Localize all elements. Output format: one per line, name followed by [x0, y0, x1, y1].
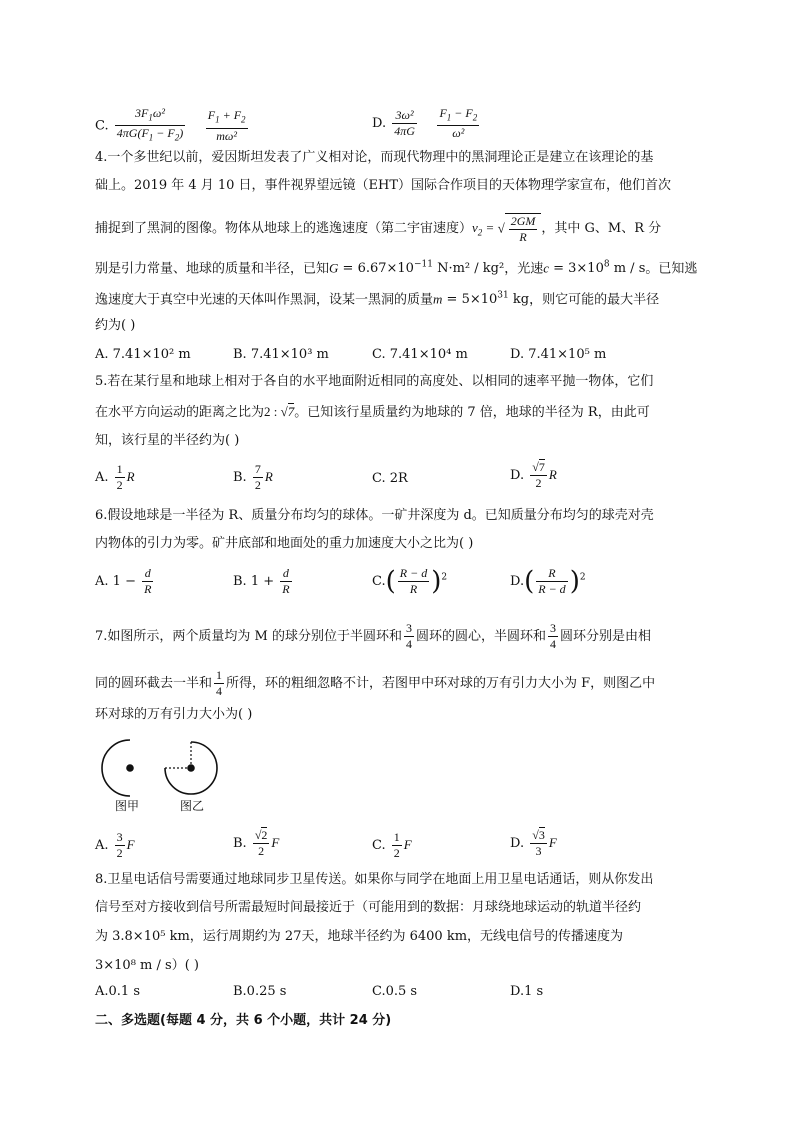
- q5-option-a: A. $\frac{1}{2}$ R: [95, 462, 135, 492]
- q5-line3: 知，该行星的半径约为( ): [95, 433, 240, 448]
- q4-line2: 础上。2019 年 4 月 10 日，事件视界望远镜（EHT）国际合作项目的天体物理学家宣布，他们首次: [95, 178, 672, 193]
- q7-option-a: A. $\frac{3}{2}$ F: [95, 830, 135, 860]
- q6-option-d: D.( $\frac{R}{R - d}$ )$^2$: [510, 566, 586, 597]
- q3-option-d-label: D.: [372, 116, 387, 132]
- q5-option-c: C. 2R: [372, 471, 408, 486]
- q4-line4-text-c: 。已知逃: [645, 261, 698, 277]
- figure-jia-caption: 图甲: [115, 799, 140, 813]
- q5-line2-text-b: 。已知该行星质量约为地球的 7 倍，地球的半径为 R，由此可: [294, 405, 650, 420]
- q3-option-d: [372, 106, 481, 141]
- q4-line4: 别是引力常量、地球的质量和半径，已知$G = 6.67\times 10^{-11}$ N·m² / kg²，光速$c = 3\times 10^8$ m / s。已知逃: [95, 260, 698, 277]
- q7-line1-text-a: 7.如图所示，两个质量均为 M 的球分别位于半圆环和: [95, 629, 402, 644]
- q6-line1: 6.假设地球是一半径为 R、质量分布均匀的球体。一矿井深度为 d。已知质量分布均匀的球壳对壳: [95, 508, 654, 523]
- q3-option-c: [95, 106, 250, 146]
- q5-line2: [95, 403, 650, 422]
- q5-line1: 5.若在某行星和地球上相对于各自的水平地面附近相同的高度处、以相同的速率平抛一物体，它们: [95, 374, 654, 389]
- q7-line3: 环对球的万有引力大小为( ): [95, 707, 253, 722]
- section-2-title: 二、多选题(每题 4 分，共 6 个小题，共计 24 分): [95, 1013, 392, 1028]
- q4-light-speed: c: [543, 260, 549, 276]
- q7-option-a-label: A.: [95, 838, 109, 853]
- q6-option-b-label: B.: [233, 574, 247, 589]
- q4-g-constant: G: [329, 260, 339, 276]
- q3-option-d-fraction2: $\frac{F_1 - F_2}{\text{ω²}}$: [439, 106, 478, 141]
- q4-line5: 逸速度大于真空中光速的天体叫作黑洞，设某一黑洞的质量$m = 5\times 10^{31}$ kg，则它可能的最大半径: [95, 291, 660, 308]
- q8-line2: 信号至对方接收到信号所需最短时间最接近于（可能用到的数据：月球绕地球运动的轨道半径约: [95, 900, 642, 915]
- q4-option-d: D. 7.41×10⁵ m: [510, 347, 607, 362]
- q7-option-d-label: D.: [510, 836, 525, 851]
- q8-option-d: D.1 s: [510, 984, 544, 999]
- q5-option-b: B. $\frac{7}{2}$ R: [233, 462, 273, 492]
- figure-yi-three-quarter-ring: [165, 742, 217, 794]
- q6-option-c: C.( $\frac{R - d}{R}$ )$^2$: [372, 566, 448, 597]
- q5-option-d-label: D.: [510, 468, 525, 483]
- q4-escape-velocity-formula: $v_2$ = √ $\frac{2GM}{R}$: [472, 220, 541, 235]
- q7-option-b-label: B.: [233, 836, 247, 851]
- q3-option-d-fraction1: $\frac{\text{3ω²}}{4\pi G}$: [394, 108, 415, 139]
- q4-line5-text-a: 逸速度大于真空中光速的天体叫作黑洞，设某一黑洞的质量: [95, 292, 434, 308]
- q6-option-a-label: A.: [95, 574, 109, 589]
- q5-line2-text-a: 在水平方向运动的距离之比为: [95, 405, 265, 420]
- q8-line4: 3×10⁸ m / s）( ): [95, 958, 199, 973]
- q6-line2: 内物体的引力为零。矿井底部和地面处的重力加速度大小之比为( ): [95, 536, 474, 551]
- q8-option-b: B.0.25 s: [233, 984, 287, 999]
- q6-option-b: B. 1 + $\frac{d}{R}$: [233, 566, 290, 596]
- q7-line1: 7.如图所示，两个质量均为 M 的球分别位于半圆环和 $\frac{3}{4}$ 圆环的圆心，半圆环和 $\frac{3}{4}$ 圆环分别是由相: [95, 621, 652, 651]
- q4-line3: [95, 213, 661, 245]
- figure-jia-half-ring: [102, 740, 134, 796]
- q4-line4-text-b: ，光速: [504, 261, 544, 277]
- q7-option-b: B. $\frac{√2}{2}$ F: [233, 828, 280, 858]
- q4-mass: m: [433, 291, 443, 307]
- q5-ratio: 2 : √7: [264, 404, 295, 419]
- q7-line2-text-a: 同的圆环截去一半和: [95, 676, 213, 691]
- q8-line1: 8.卫星电话信号需要通过地球同步卫星传送。如果你与同学在地面上用卫星电话通话，则从你发出: [95, 872, 654, 887]
- q3-option-c-fraction1: $\frac{3F_1\omega^2}{4\pi G(F_1 - F_2)}$: [116, 106, 184, 143]
- q5-option-d: D. $\frac{√7}{2}$ R: [510, 460, 557, 490]
- q4-line3-text-a: 捕捉到了黑洞的图像。物体从地球上的逃逸速度（第二宇宙速度）: [95, 220, 473, 236]
- q8-option-c: C.0.5 s: [372, 984, 418, 999]
- q6-option-d-label: D.: [510, 574, 525, 589]
- q4-line1: 4.一个多世纪以前，爱因斯坦发表了广义相对论，而现代物理中的黑洞理论正是建立在该理论的基: [95, 150, 654, 165]
- q7-line2-text-b: 所得，环的粗细忽略不计，若图甲中环对球的万有引力大小为 F，则图乙中: [226, 676, 656, 691]
- q6-option-a: A. 1 − $\frac{d}{R}$: [95, 566, 152, 596]
- q6-option-c-label: C.: [372, 574, 386, 589]
- q4-line3-text-b: ，其中 G、M、R 分: [541, 220, 662, 236]
- q8-line3: 为 3.8×10⁵ km，运行周期约为 27天，地球半径约为 6400 km，无线电信号的传播速度为: [95, 929, 624, 944]
- q5-option-a-label: A.: [95, 470, 109, 485]
- q7-line1-text-c: 圆环分别是由相: [560, 629, 652, 644]
- q5-option-b-label: B.: [233, 470, 247, 485]
- q7-option-d: D. $\frac{√3}{3}$ F: [510, 828, 557, 858]
- q3-option-c-fraction2: $\frac{F_1 + F_2}{\text{mω²}}$: [207, 108, 246, 143]
- q7-line1-text-b: 圆环的圆心，半圆环和: [415, 629, 546, 644]
- q3-option-c-label: C.: [95, 118, 109, 134]
- q4-option-c: C. 7.41×10⁴ m: [372, 347, 468, 362]
- q4-line4-text-a: 别是引力常量、地球的质量和半径，已知: [95, 261, 330, 277]
- q4-line6: 约为( ): [95, 318, 136, 333]
- q4-option-a: A. 7.41×10² m: [95, 347, 191, 362]
- q8-option-a: A.0.1 s: [95, 984, 140, 999]
- q4-option-b: B. 7.41×10³ m: [233, 347, 329, 362]
- q4-line5-text-b: ，则它可能的最大半径: [529, 292, 660, 308]
- figure-yi-caption: 图乙: [180, 799, 205, 813]
- q7-figures: [98, 737, 228, 797]
- q7-option-c-label: C.: [372, 838, 386, 853]
- q7-line2: 同的圆环截去一半和 $\frac{1}{4}$ 所得，环的粗细忽略不计，若图甲中环对球的万有引力大小为 F，则图乙中: [95, 668, 656, 698]
- q7-option-c: C. $\frac{1}{2}$ F: [372, 830, 412, 860]
